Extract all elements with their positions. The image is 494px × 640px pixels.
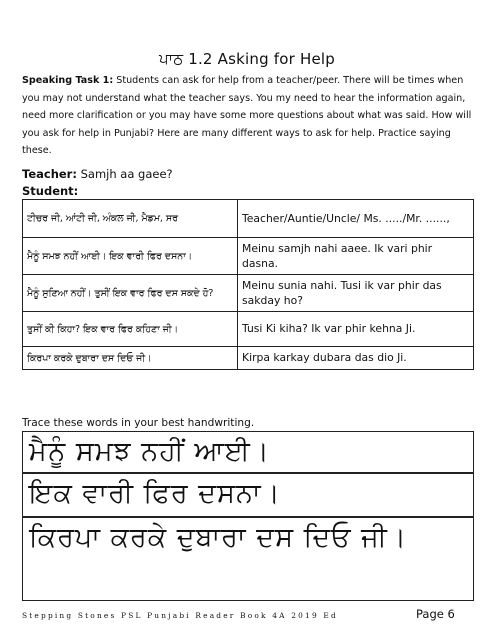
- punjabi-cell: ਕਿਰਪਾ ਕਰਕੇ ਦੁਬਾਰਾ ਦਸ ਦਿਓ ਜੀ।: [23, 347, 238, 370]
- footer-text: Stepping Stones PSL Punjabi Reader Book 4A 2019 Ed: [22, 611, 338, 620]
- lesson-title: ਪਾਠ 1.2 Asking for Help: [159, 50, 335, 68]
- punjabi-cell: ਤੁਸੀਂ ਕੀ ਕਿਹਾ? ਇਕ ਵਾਰ ਫਿਰ ਕਹਿਣਾ ਜੀ।: [23, 312, 238, 347]
- table-row: [23, 347, 474, 370]
- table-row: [23, 238, 474, 275]
- trace-heading: Trace these words in your best handwriting.: [22, 417, 255, 429]
- trace-line-1: ਮੈਨੂੰ ਸਮਝ ਨਹੀਂ ਆਈ।: [22, 431, 474, 473]
- speaking-task-text: Students can ask for help from a teacher/peer. There will be times when you may not understand what the teacher says. You my need to hear the information again, need more clarification or you may have some more questions about what was said. How will you ask for help in Punjabi? Here are many different ways to ask for help. Practice saying these.: [22, 75, 472, 157]
- teacher-line: [22, 167, 173, 181]
- speaking-task-paragraph: [22, 72, 474, 160]
- english-cell: Meinu sunia nahi. Tusi ik var phir das sakday ho?: [238, 275, 474, 312]
- teacher-label: Teacher:: [22, 167, 77, 181]
- table-row: [23, 275, 474, 312]
- trace-line-3: ਕਿਰਪਾ ਕਰਕੇ ਦੁਬਾਰਾ ਦਸ ਦਿਓ ਜੀ।: [22, 517, 474, 601]
- english-cell: Kirpa karkay dubara das dio Ji.: [238, 347, 474, 370]
- punjabi-cell: ਮੈਨੂੰ ਸੁਣਿਆ ਨਹੀਂ। ਤੁਸੀਂ ਇਕ ਵਾਰ ਫਿਰ ਦਸ ਸਕਦੇ ਹੋ?: [23, 275, 238, 312]
- speaking-task-label: Speaking Task 1:: [22, 75, 114, 86]
- punjabi-cell: ਟੀਚਰ ਜੀ, ਆਂਟੀ ਜੀ, ਅੰਕਲ ਜੀ, ਮੈਡਮ, ਸਰ: [23, 200, 238, 238]
- teacher-text: Samjh aa gaee?: [76, 167, 173, 181]
- english-cell: Meinu samjh nahi aaee. Ik vari phir dasna.: [238, 238, 474, 275]
- page-number: Page 6: [416, 607, 455, 621]
- table-row: [23, 312, 474, 347]
- english-cell: Teacher/Auntie/Uncle/ Ms. ...../Mr. ......,: [238, 200, 474, 238]
- phrase-table: [22, 199, 474, 370]
- table-row: [23, 200, 474, 238]
- punjabi-cell: ਮੈਨੂੰ ਸਮਝ ਨਹੀਂ ਆਈ। ਇਕ ਵਾਰੀ ਫਿਰ ਦਸਨਾ।: [23, 238, 238, 275]
- trace-line-2: ਇਕ ਵਾਰੀ ਫਿਰ ਦਸਨਾ।: [22, 473, 474, 517]
- english-cell: Tusi Ki kiha? Ik var phir kehna Ji.: [238, 312, 474, 347]
- student-label: Student:: [22, 184, 79, 198]
